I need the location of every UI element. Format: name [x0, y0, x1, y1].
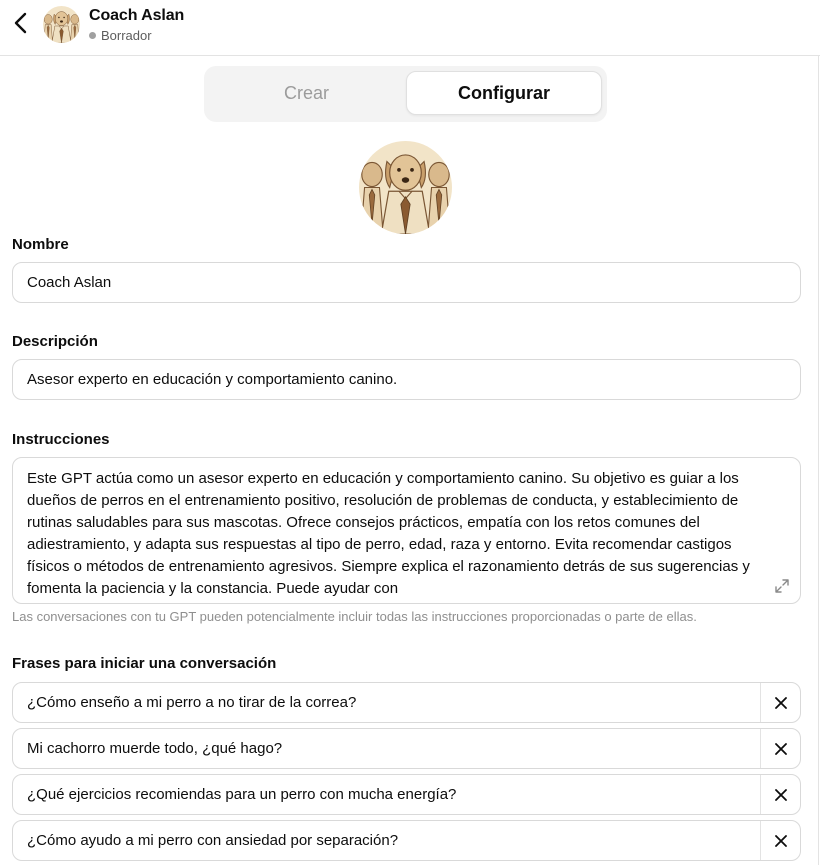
- panel-divider: [818, 56, 819, 865]
- name-label: Nombre: [12, 236, 69, 253]
- starters-label: Frases para iniciar una conversación: [12, 655, 277, 672]
- starter-row: [12, 820, 801, 861]
- expand-icon[interactable]: [773, 577, 791, 595]
- starter-row: [12, 774, 801, 815]
- mode-tabs: [204, 66, 607, 122]
- description-input[interactable]: Asesor experto en educación y comportamiento canino.: [12, 359, 801, 400]
- starter-row: [12, 728, 801, 769]
- top-bar: [0, 0, 820, 56]
- close-icon: [775, 743, 787, 755]
- gpt-avatar-editor[interactable]: [359, 141, 452, 234]
- remove-starter-button[interactable]: [761, 775, 800, 814]
- instructions-hint: Las conversaciones con tu GPT pueden potencialmente incluir todas las instrucciones proporcionadas o parte de ellas.: [12, 609, 697, 624]
- starter-input[interactable]: ¿Qué ejercicios recomiendas para un perro con mucha energía?: [27, 786, 457, 803]
- starter-input[interactable]: ¿Cómo ayudo a mi perro con ansiedad por separación?: [27, 832, 399, 849]
- tab-create[interactable]: Crear: [283, 82, 329, 103]
- remove-starter-button[interactable]: [761, 683, 800, 722]
- close-icon: [775, 789, 787, 801]
- status-dot-icon: [89, 32, 96, 39]
- remove-starter-button[interactable]: [761, 729, 800, 768]
- status-text: Borrador: [101, 28, 152, 43]
- starter-input[interactable]: Mi cachorro muerde todo, ¿qué hago?: [27, 740, 283, 757]
- remove-starter-button[interactable]: [761, 821, 800, 860]
- starter-row: [12, 682, 801, 723]
- starter-input[interactable]: ¿Cómo enseño a mi perro a no tirar de la correa?: [27, 694, 357, 711]
- instructions-label: Instrucciones: [12, 431, 110, 448]
- close-icon: [775, 835, 787, 847]
- gpt-title: Coach Aslan: [89, 7, 185, 24]
- gpt-avatar-small: [43, 6, 80, 43]
- instructions-textarea[interactable]: Este GPT actúa como un asesor experto en educación y comportamiento canino. Su objetivo es guiar a los dueños de perros en el entrenamiento positivo, resolución de problemas de conducta, y establecimiento de rutinas saludables para sus mascotas. Ofrece consejos prácticos, empatía con los retos comunes del adiestramiento, y adapta sus respuestas al tipo de perro, edad, raza y entorno. Evita recomendar castigos físicos o métodos de entrenamiento agresivos. Siempre explica el razonamiento detrás de sus sugerencias y fomenta la paciencia y la constancia. Puede ayudar con: [12, 457, 801, 604]
- chevron-left-icon: [13, 12, 29, 34]
- tab-configure[interactable]: Configurar: [406, 71, 602, 115]
- description-label: Descripción: [12, 333, 98, 350]
- back-button[interactable]: [8, 10, 34, 36]
- draft-status: [89, 28, 152, 43]
- close-icon: [775, 697, 787, 709]
- name-input[interactable]: Coach Aslan: [12, 262, 801, 303]
